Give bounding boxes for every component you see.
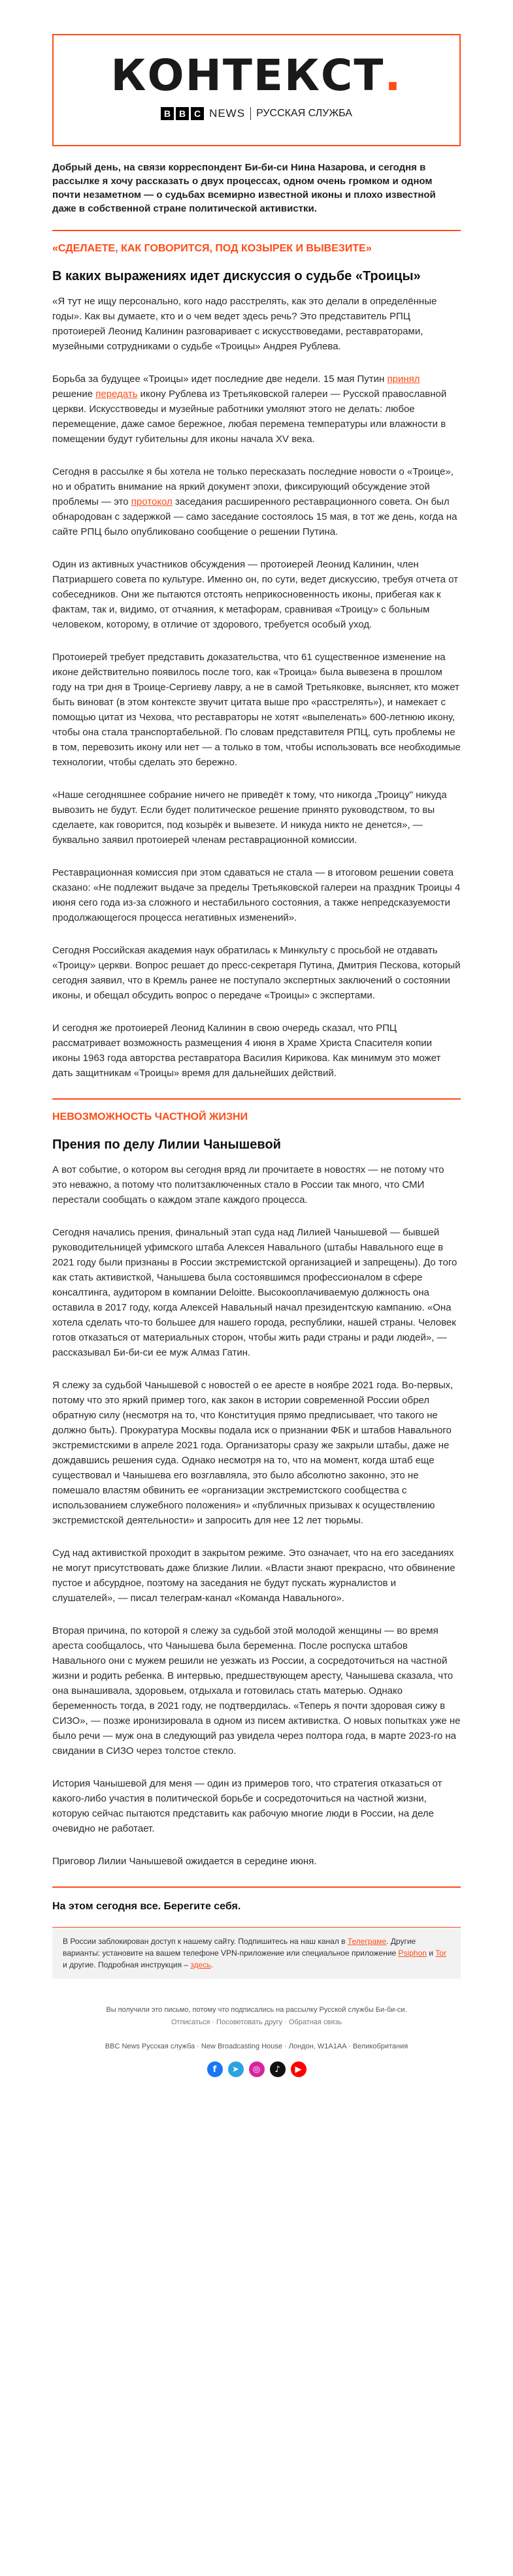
masthead: [52, 34, 461, 146]
link-peredat[interactable]: передать: [95, 389, 138, 400]
section-title-1: В каких выражениях идет дискуссия о судьбе «Троицы»: [52, 269, 421, 283]
section-label-2: НЕВОЗМОЖНОСТЬ ЧАСТНОЙ ЖИЗНИ: [52, 1111, 248, 1122]
paragraph: Один из активных участников обсуждения — протоиерей Леонид Калинин, член Патриаршего совета по культуре. Именно он, по сути, ведет дискуссию, требуя отчета от собеседников. Они же пытаются отстоять неприкосновенность иконы, прибегая как к фактам, так и, видимо, от отчаяния, к метафорам, сравнивая «Троицу» с больным человеком, которому, в отличие от здорового, требуется особый уход.: [52, 559, 458, 630]
paragraph: Борьба за будущее «Троицы» идет последние две недели. 15 мая Путин принял решение передать икону Рублева из Третьяковской галереи — Русской православной церкви. Искусствоведы и музейные работники умоляют этого не делать: любое перемещение, даже самое бережное, любая перемена температуры или влажности в помещении будут губительны для иконы начала XV века.: [52, 374, 447, 445]
link-protokol[interactable]: протокол: [131, 496, 173, 507]
paragraph: История Чанышевой для меня — один из примеров того, что стратегия отказаться от какого-либо участия в политической борьбе и сосредоточиться на частной жизни, которую сейчас пытаются представить как рабочую многие люди в России, на деле очевидно не работает.: [52, 1778, 442, 1834]
paragraph: Суд над активисткой проходит в закрытом режиме. Это означает, что на его заседаниях не могут присутствовать даже близкие Лилии. «Власти знают прекрасно, что обвинение пустое и абсурдное, поэтому на заседания не будут пускать журналистов и слушателей», — писал телеграм-канал «Команда Навального».: [52, 1548, 455, 1604]
section-divider: [52, 1886, 461, 1888]
paragraph: Приговор Лилии Чанышевой ожидается в середине июня.: [52, 1856, 317, 1867]
instagram-icon[interactable]: ◎: [249, 2061, 265, 2077]
paragraph: Сегодня Российская академия наук обратилась к Минкульту с просьбой не отдавать «Троицу» церкви. Вопрос решает до пресс-секретаря Путина, Дмитрия Пескова, который сегодня заявил, что в Кремль ранее не поступало экспертных заключений о состоянии иконы, и обещал обсудить вопрос о передаче «Троицы» с экспертами.: [52, 945, 461, 1001]
logo-dot: .: [384, 50, 403, 101]
tiktok-icon[interactable]: ♪: [270, 2061, 286, 2077]
paragraph: И сегодня же протоиерей Леонид Калинин в свою очередь сказал, что РПЦ рассматривает возможность размещения 4 июня в Храме Христа Спасителя копии иконы 1963 года авторства реставратора Василия Кирикова. Как минимум это может дать защитникам «Троицы» время для дальнейших действий.: [52, 1023, 441, 1079]
link-instructions[interactable]: здесь: [190, 1960, 211, 1969]
telegram-icon[interactable]: ➤: [228, 2061, 244, 2077]
section-title-2: Прения по делу Лилии Чанышевой: [52, 1137, 281, 1152]
service-name: РУССКАЯ СЛУЖБА: [256, 108, 352, 119]
paragraph: «Наше сегодняшнее собрание ничего не приведёт к тому, что никогда „Троицу" никуда вывозить не будут. Если будет политическое решение принято руководством, то вы сделаете, как говорится, под козырёк и вывезете. И никуда никто не денется», — буквально заявил протоиерей членам реставрационной комиссии.: [52, 789, 447, 846]
link-prinyal[interactable]: принял: [387, 374, 420, 385]
kontekst-logo: [111, 52, 403, 99]
social-links: [52, 2061, 461, 2077]
bbc-block-b2: B: [176, 107, 189, 120]
paragraph: Вторая причина, по которой я слежу за судьбой этой молодой женщины — во время ареста сообщалось, что Чанышева была беременна. После роспуска штабов Навального они с мужем решили не уезжать из России, а сосредоточиться на частной жизни и родить ребенка. В интервью, предшествующем аресту, Чанышева сказала, что она вынашивала, здоровьем, отдыхала и готовилась стать матерью. Однако беременность тогда, в 2021 году, не подтвердилась. «Теперь я почти здоровая сижу в СИЗО», — позже иронизировала в одном из писем активистка. О новых попытках уже не было речи — муж она в следующий раз увидела через полтора года, в марте 2023-го на свидании в СИЗО через толстое стекло.: [52, 1625, 461, 1757]
paragraph: Протоиерей требует представить доказательства, что 61 существенное изменение на иконе действительно появилось после того, как «Троица» была вывезена в прошлом году на три дня в Троице-Сергиеву лавру, а не в самой Третьяковке, выясняет, кто может быть виноват (в этом контексте звучит цитата выше про «расстрелять»), и намекает с помощью цитат из Чехова, что реставраторы не хотят «выпеленать» 600-летнюю икону, чтобы она стала транспортабельной. По словам представителя РПЦ, суть проблемы не в том, перевозить икону или нет — а только в том, чтобы использовать все необходимые технологии, чтобы сделать это бережно.: [52, 652, 461, 768]
footer-subscription-note: Вы получили это письмо, потому что подписались на рассылку Русской службы Би-би-си.: [106, 2006, 407, 2014]
link-tor[interactable]: Tor: [435, 1948, 446, 1958]
footer-address: BBC News Русская служба · New Broadcasting House · Лондон, W1A1AA · Великобритания: [105, 2043, 408, 2050]
paragraph: А вот событие, о котором вы сегодня вряд ли прочитаете в новостях — не потому что это неважно, а потому что политзаключенных стало в России так много, что СМИ перестали сообщать о каждом этапе каждого процесса.: [52, 1164, 444, 1205]
paragraph: Сегодня начались прения, финальный этап суда над Лилией Чанышевой — бывшей руководительницей уфимского штаба Алексея Навального (штабы Навального еще в 2021 году были признаны в России экстремистской организацией и запрещены). До того как стать активисткой, Чанышева была состоявшимся профессионалом в сфере консалтинга, аудитором в компании Deloitte. Высокооплачиваемую должность она оставила в 2017 году, когда Алексей Навальный начал президентскую кампанию. «Она хотела сделать что-то большее для нашего города, республики, нашей страны. Человек готов отказаться от материальных сторон, чтобы жить ради страны и ради людей», — рассказывал Би-би-си ее муж Алмаз Гатин.: [52, 1227, 457, 1358]
intro-text: Добрый день, на связи корреспондент Би-би-си Нина Назарова, и сегодня в рассылке я хочу рассказать о двух процессах, одном очень громком и одном почти незаметном — о судьбах всемирно известной иконы и плохо известной даже в собственной стране политической активистки.: [52, 162, 436, 214]
link-psiphon[interactable]: Psiphon: [398, 1948, 427, 1958]
youtube-icon[interactable]: ▶: [291, 2061, 306, 2077]
section-label-1: «СДЕЛАЕТЕ, КАК ГОВОРИТСЯ, ПОД КОЗЫРЕК И ВЫВЕЗИТЕ»: [52, 243, 372, 254]
paragraph: Реставрационная комиссия при этом сдаваться не стала — в итоговом решении совета сказано: «Не подлежит выдаче за пределы Третьяковской галереи на праздник Троицы 4 июня сего года из-за сложного и нестабильного состояния, а также непредсказуемости продолжающегося процесса негативных изменений».: [52, 867, 461, 923]
facebook-icon[interactable]: f: [207, 2061, 223, 2077]
section-divider: [52, 1098, 461, 1100]
bbc-block-c: C: [191, 107, 204, 120]
closing-text: На этом сегодня все. Берегите себя.: [52, 1901, 241, 1912]
blocking-notice: В России заблокирован доступ к нашему сайту. Подпишитесь на наш канал в Телеграме. Другие варианты: установите на вашем телефоне VPN-приложение или специальное приложение Psiphon и Tor и другие. Подробная инструкция – здесь.: [52, 1927, 461, 1979]
link-telegram[interactable]: Телеграме: [347, 1937, 387, 1946]
bbc-block-b1: B: [161, 107, 174, 120]
paragraph: «Я тут не ищу персонально, кого надо расстрелять, как это делали в определённые годы». Как вы думаете, кто и о чем ведет здесь речь? Это представитель РПЦ протоиерей Леонид Калинин разговаривает с искусствоведами, реставраторами, музейными сотрудниками о судьбе «Троицы» Андрея Рублева.: [52, 296, 437, 352]
footer-links[interactable]: Отписаться · Посоветовать другу · Обратная связь: [171, 2018, 342, 2026]
paragraph: Сегодня в рассылке я бы хотела не только пересказать последние новости о «Троице», но и обратить внимание на яркий документ эпохи, фиксирующий обсуждение этой проблемы — это протокол заседания расширенного реставрационного совета. Он был обнародован с задержкой — само заседание состоялось 15 мая, в тот же день, когда на сайте РПЦ было опубликовано сообщение о решении Путина.: [52, 466, 457, 537]
divider: [250, 107, 251, 120]
footer: [52, 2005, 461, 2077]
paragraph: Я слежу за судьбой Чанышевой с новостей о ее аресте в ноябре 2021 года. Во-первых, потому что это яркий пример того, как закон в истории современной России обрел обратную силу (несмотря на то, что Конституция прямо предписывает, что такого не должно быть). Прокуратура Москвы подала иск о признании ФБК и штабов Навального экстремистскими в апреле 2021 года. Организаторы сразу же закрыли штабы, даже не дождавшись решения суда. Однако несмотря на то, что на момент, когда штаб еще существовал и Чанышева его возглавляла, это было абсолютно законно, это не помешало властям обвинить ее «организации экстремистского сообщества с использованием служебного положения» и «публичных призывах к осуществлению экстремистской деятельности» и запросить для нее 12 лет тюрьмы.: [52, 1380, 454, 1526]
bbc-logo: [161, 107, 204, 120]
bbc-news-label: NEWS: [209, 107, 246, 119]
logo-text: КОНТЕКСТ: [110, 50, 385, 101]
bbc-russian-service-line: [54, 107, 459, 120]
section-divider: [52, 230, 461, 231]
